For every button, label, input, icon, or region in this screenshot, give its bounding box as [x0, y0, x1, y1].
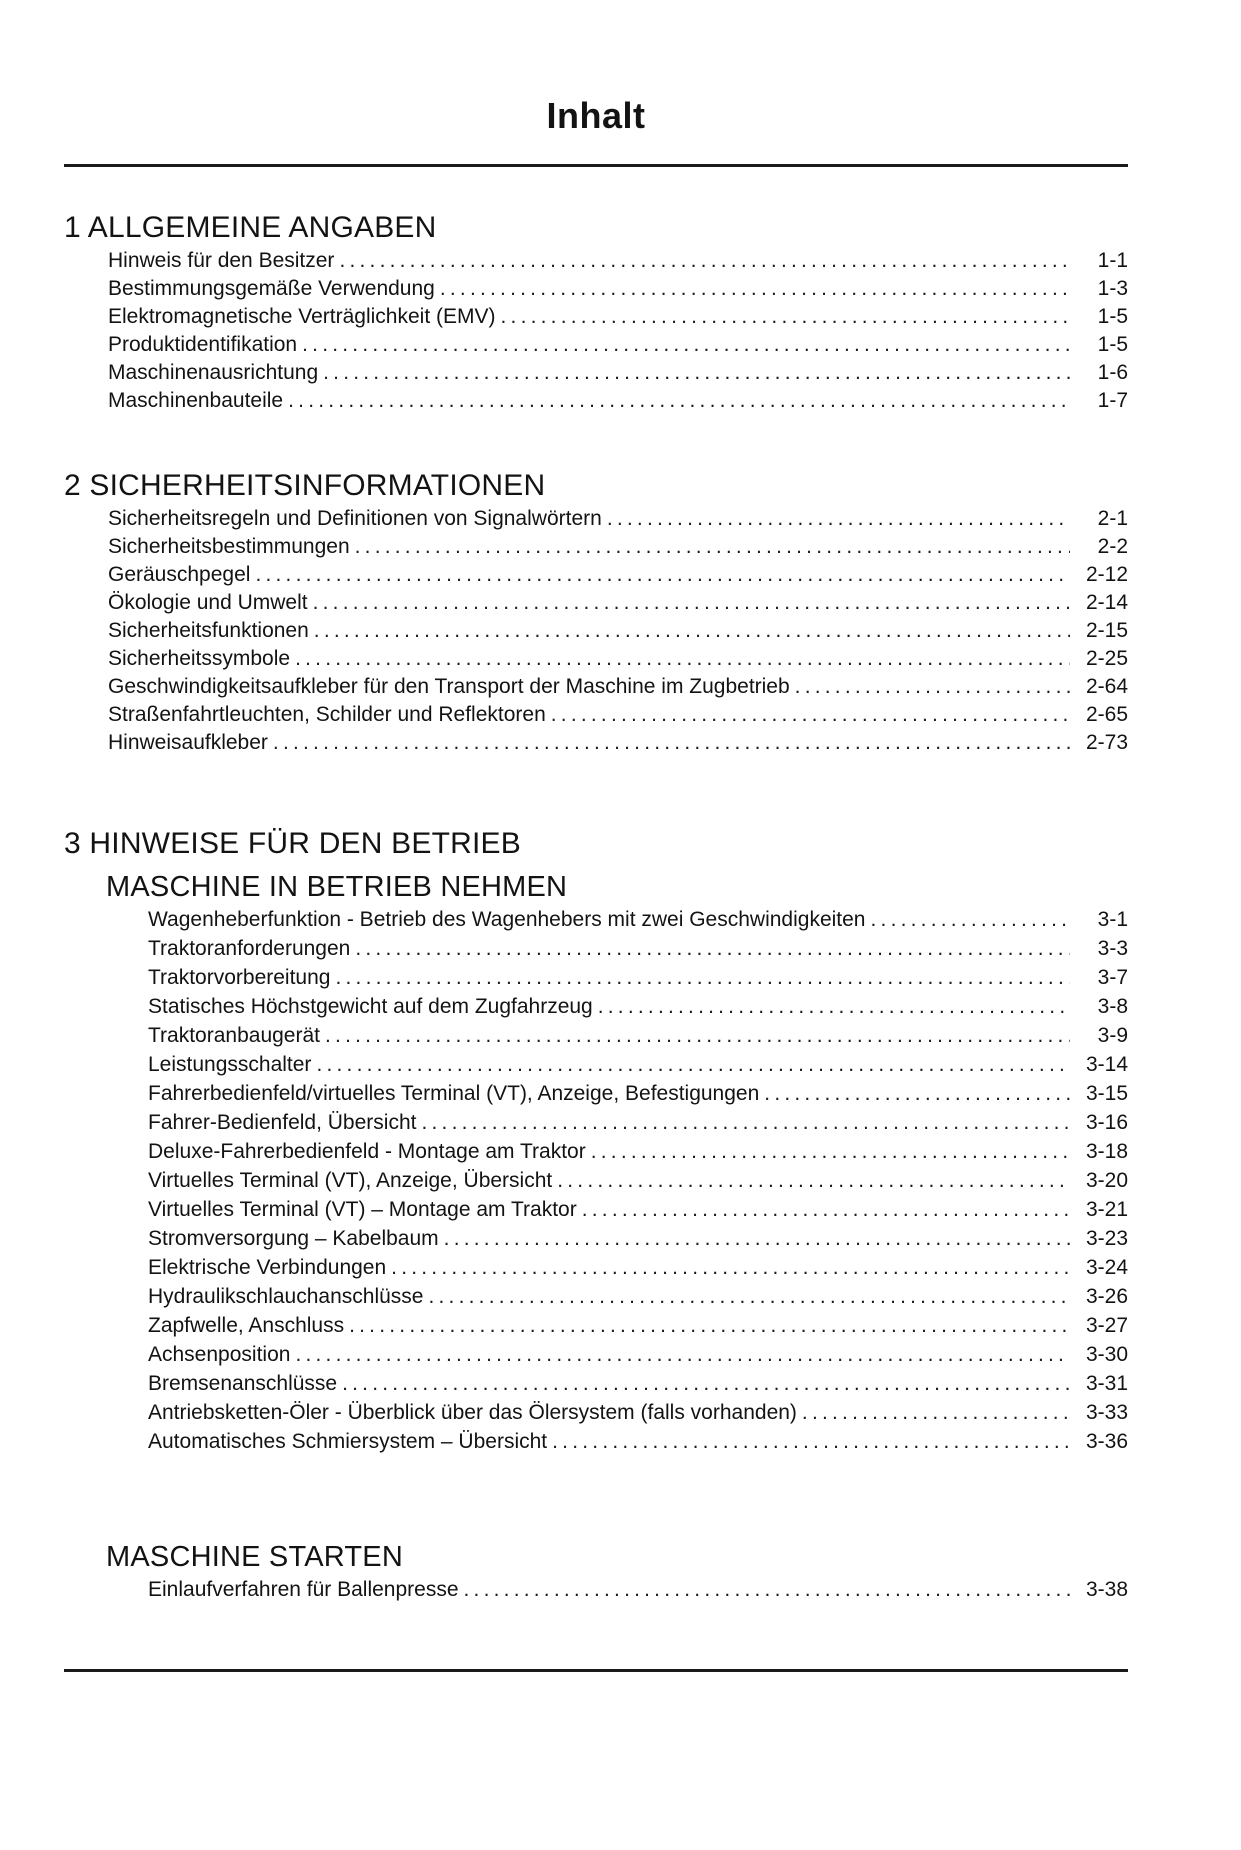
toc-entry — [64, 1576, 1128, 1605]
toc-entry-label: Virtuelles Terminal (VT) – Montage am Traktor — [148, 1198, 577, 1221]
toc-entry-page: 3-38 — [1085, 1578, 1128, 1601]
dot-leader — [342, 1370, 1070, 1397]
dot-leader — [501, 303, 1071, 330]
toc-section — [64, 469, 1128, 757]
dot-leader — [288, 387, 1070, 414]
top-rule — [64, 164, 1128, 167]
toc-entry — [64, 993, 1128, 1022]
toc-entry — [64, 1022, 1128, 1051]
toc-entry-page: 3-31 — [1085, 1372, 1128, 1395]
toc-entry — [64, 1428, 1128, 1457]
toc-entry — [64, 1196, 1128, 1225]
toc-entry — [64, 359, 1128, 387]
toc-entry — [64, 387, 1128, 415]
dot-leader — [802, 1399, 1070, 1426]
dot-leader — [273, 729, 1070, 756]
dot-leader — [764, 1080, 1070, 1107]
toc-entry — [64, 505, 1128, 533]
toc-section — [64, 827, 1128, 1605]
toc-entry-page: 2-1 — [1097, 507, 1128, 530]
toc-page — [0, 96, 1241, 1672]
toc-entry-page: 2-73 — [1085, 731, 1128, 754]
toc-entry-label: Deluxe-Fahrerbedienfeld - Montage am Traktor — [148, 1140, 586, 1163]
toc-entry — [64, 1312, 1128, 1341]
dot-leader — [314, 617, 1070, 644]
toc-body — [64, 211, 1128, 1605]
toc-entry-label: Sicherheitsfunktionen — [108, 619, 309, 642]
toc-entry-page: 3-30 — [1085, 1343, 1128, 1366]
dot-leader — [313, 589, 1070, 616]
toc-entry — [64, 1138, 1128, 1167]
toc-entry-page: 3-21 — [1085, 1198, 1128, 1221]
toc-entry — [64, 247, 1128, 275]
dot-leader — [421, 1109, 1070, 1136]
toc-entry-label: Stromversorgung – Kabelbaum — [148, 1227, 439, 1250]
toc-entry-page: 3-33 — [1085, 1401, 1128, 1424]
toc-entry-page: 2-12 — [1085, 563, 1128, 586]
dot-leader — [325, 1022, 1070, 1049]
toc-entry-label: Ökologie und Umwelt — [108, 591, 308, 614]
dot-leader — [349, 1312, 1070, 1339]
dot-leader — [295, 645, 1070, 672]
toc-entry — [64, 906, 1128, 935]
dot-leader — [302, 331, 1070, 358]
section-heading: 1 ALLGEMEINE ANGABEN — [64, 211, 437, 244]
subsection-heading: MASCHINE IN BETRIEB NEHMEN — [106, 871, 568, 903]
toc-entry-label: Sicherheitssymbole — [108, 647, 291, 670]
toc-entry-label: Traktoranforderungen — [148, 937, 351, 960]
toc-entry-page: 3-20 — [1085, 1169, 1128, 1192]
toc-entry — [64, 331, 1128, 359]
toc-entry — [64, 1399, 1128, 1428]
dot-leader — [557, 1167, 1070, 1194]
toc-entry-page: 3-24 — [1085, 1256, 1128, 1279]
toc-entry-label: Sicherheitsregeln und Definitionen von Signalwörtern — [108, 507, 602, 530]
dot-leader — [295, 1341, 1070, 1368]
toc-entry-label: Geräuschpegel — [108, 563, 251, 586]
toc-entry — [64, 1225, 1128, 1254]
toc-entry-page: 3-14 — [1085, 1053, 1128, 1076]
toc-entry-list — [64, 1576, 1128, 1605]
dot-leader — [795, 673, 1070, 700]
dot-leader — [391, 1254, 1070, 1281]
toc-entry — [64, 1341, 1128, 1370]
toc-entry-label: Hydraulikschlauchanschlüsse — [148, 1285, 424, 1308]
toc-entry-page: 3-23 — [1085, 1227, 1128, 1250]
toc-entry — [64, 935, 1128, 964]
toc-entry-label: Zapfwelle, Anschluss — [148, 1314, 345, 1337]
toc-entry-label: Wagenheberfunktion - Betrieb des Wagenhebers mit zwei Geschwindigkeiten — [148, 908, 866, 931]
dot-leader — [355, 935, 1070, 962]
toc-entry-page: 3-1 — [1097, 908, 1128, 931]
toc-entry-page: 3-36 — [1085, 1430, 1128, 1453]
toc-entry-label: Bremsenanschlüsse — [148, 1372, 338, 1395]
toc-entry — [64, 617, 1128, 645]
toc-entry-label: Virtuelles Terminal (VT), Anzeige, Übersicht — [148, 1169, 553, 1192]
toc-entry-page: 3-26 — [1085, 1285, 1128, 1308]
toc-entry-list — [64, 906, 1128, 1457]
toc-entry-label: Straßenfahrtleuchten, Schilder und Reflektoren — [108, 703, 546, 726]
toc-entry-page: 2-2 — [1097, 535, 1128, 558]
toc-entry-label: Traktoranbaugerät — [148, 1024, 320, 1047]
toc-entry-label: Fahrer-Bedienfeld, Übersicht — [148, 1111, 417, 1134]
dot-leader — [355, 533, 1070, 560]
toc-entry — [64, 729, 1128, 757]
toc-entry — [64, 561, 1128, 589]
toc-entry-label: Hinweisaufkleber — [108, 731, 268, 754]
toc-entry-label: Sicherheitsbestimmungen — [108, 535, 350, 558]
toc-entry-label: Elektromagnetische Verträglichkeit (EMV) — [108, 305, 496, 328]
toc-entry — [64, 1167, 1128, 1196]
toc-entry-page: 1-5 — [1097, 333, 1128, 356]
dot-leader — [552, 1428, 1070, 1455]
dot-leader — [582, 1196, 1070, 1223]
dot-leader — [871, 906, 1071, 933]
toc-section — [64, 211, 1128, 415]
toc-entry-page: 2-65 — [1085, 703, 1128, 726]
toc-entry — [64, 1254, 1128, 1283]
dot-leader — [598, 993, 1070, 1020]
toc-entry — [64, 645, 1128, 673]
toc-entry — [64, 701, 1128, 729]
dot-leader — [339, 247, 1070, 274]
toc-entry-page: 3-9 — [1097, 1024, 1128, 1047]
toc-entry-list — [64, 247, 1128, 415]
bottom-rule — [64, 1669, 1128, 1672]
toc-entry-label: Geschwindigkeitsaufkleber für den Transport der Maschine im Zugbetrieb — [108, 675, 790, 698]
toc-entry-page: 3-7 — [1097, 966, 1128, 989]
toc-entry-page: 3-27 — [1085, 1314, 1128, 1337]
dot-leader — [255, 561, 1070, 588]
toc-entry-label: Statisches Höchstgewicht auf dem Zugfahrzeug — [148, 995, 593, 1018]
toc-entry-page: 3-8 — [1097, 995, 1128, 1018]
toc-entry — [64, 964, 1128, 993]
toc-entry-list — [64, 505, 1128, 757]
toc-entry-page: 3-18 — [1085, 1140, 1128, 1163]
dot-leader — [428, 1283, 1070, 1310]
toc-entry-page: 2-64 — [1085, 675, 1128, 698]
toc-entry-label: Automatisches Schmiersystem – Übersicht — [148, 1430, 548, 1453]
dot-leader — [316, 1051, 1070, 1078]
toc-entry-label: Fahrerbedienfeld/virtuelles Terminal (VT), Anzeige, Befestigungen — [148, 1082, 760, 1105]
section-heading: 2 SICHERHEITSINFORMATIONEN — [64, 469, 546, 502]
toc-entry-label: Elektrische Verbindungen — [148, 1256, 387, 1279]
toc-entry-page: 3-3 — [1097, 937, 1128, 960]
section-heading: 3 HINWEISE FÜR DEN BETRIEB — [64, 827, 521, 860]
toc-entry-label: Bestimmungsgemäße Verwendung — [108, 277, 435, 300]
dot-leader — [323, 359, 1070, 386]
toc-entry — [64, 1370, 1128, 1399]
toc-entry — [64, 1283, 1128, 1312]
toc-entry — [64, 589, 1128, 617]
subsection-heading: MASCHINE STARTEN — [106, 1541, 403, 1573]
toc-entry-page: 1-6 — [1097, 361, 1128, 384]
toc-entry-page: 1-7 — [1097, 389, 1128, 412]
toc-entry-page: 3-16 — [1085, 1111, 1128, 1134]
dot-leader — [591, 1138, 1070, 1165]
toc-entry — [64, 673, 1128, 701]
dot-leader — [551, 701, 1070, 728]
toc-entry-page: 2-14 — [1085, 591, 1128, 614]
toc-entry-label: Hinweis für den Besitzer — [108, 249, 335, 272]
toc-entry-page: 2-15 — [1085, 619, 1128, 642]
toc-entry-page: 3-15 — [1085, 1082, 1128, 1105]
dot-leader — [444, 1225, 1070, 1252]
toc-entry-label: Achsenposition — [148, 1343, 291, 1366]
toc-entry-label: Traktorvorbereitung — [148, 966, 331, 989]
toc-entry-label: Maschinenausrichtung — [108, 361, 319, 384]
toc-entry-label: Produktidentifikation — [108, 333, 298, 356]
toc-entry — [64, 533, 1128, 561]
toc-entry — [64, 303, 1128, 331]
dot-leader — [335, 964, 1070, 991]
toc-entry-label: Maschinenbauteile — [108, 389, 284, 412]
page-title: Inhalt — [546, 95, 646, 136]
toc-entry-label: Antriebsketten-Öler - Überblick über das Ölersystem (falls vorhanden) — [148, 1401, 797, 1424]
toc-entry-page: 1-1 — [1097, 249, 1128, 272]
toc-entry-page: 1-3 — [1097, 277, 1128, 300]
toc-entry — [64, 1080, 1128, 1109]
dot-leader — [464, 1576, 1070, 1603]
toc-entry-label: Leistungsschalter — [148, 1053, 312, 1076]
toc-entry-page: 1-5 — [1097, 305, 1128, 328]
toc-entry-page: 2-25 — [1085, 647, 1128, 670]
toc-entry — [64, 275, 1128, 303]
dot-leader — [440, 275, 1070, 302]
dot-leader — [607, 505, 1070, 532]
toc-entry — [64, 1051, 1128, 1080]
toc-entry — [64, 1109, 1128, 1138]
toc-entry-label: Einlaufverfahren für Ballenpresse — [148, 1578, 459, 1601]
